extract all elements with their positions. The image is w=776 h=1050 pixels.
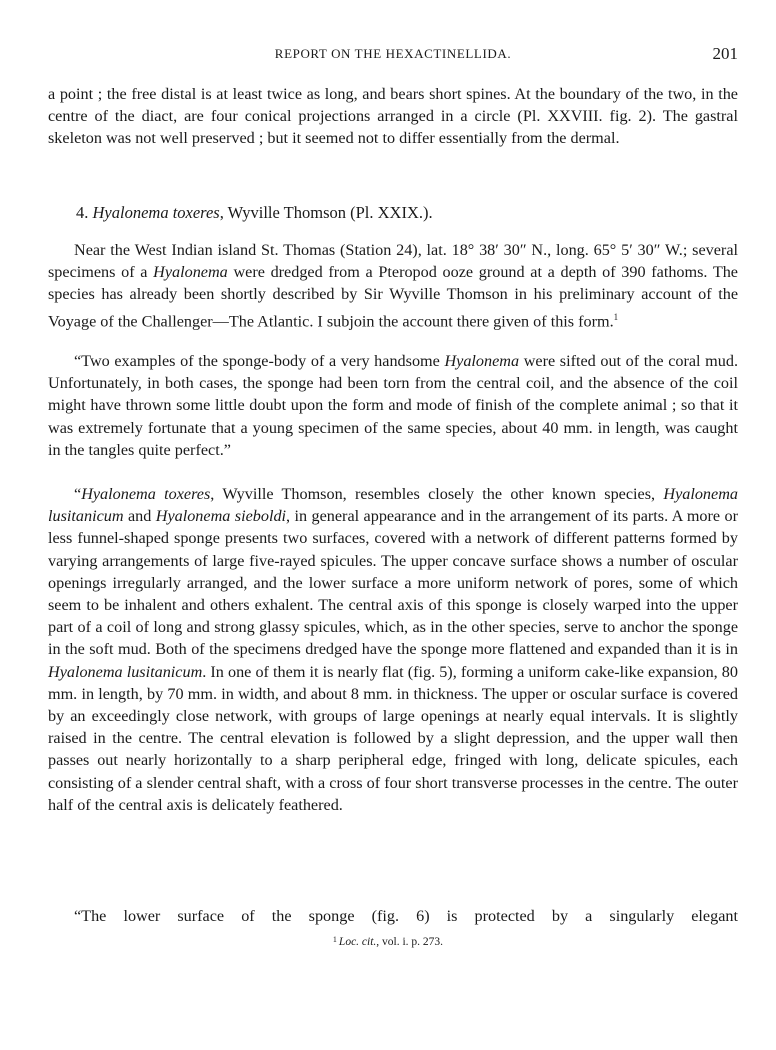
paragraph-text: a point ; the free distal is at least twice as long, and bears short spines. At the boundary of the two, in the centre of the diact, are four conical projections arranged in a circle (Pl. XXVIII. fig. 2). The gastral skeleton was not well preserved ; but it seemed not to differ essentially from the dermal. bbox=[48, 85, 738, 148]
text-span: were sifted out of the coral mud. Unfortunately, in both cases, the sponge had been torn from the central coil, and the absence of the coil might have thrown some little doubt upon the form and mode of finish of the complete animal ; so that it was extremely fortunate that a young specimen of the same species, about 40 mm. in length, was caught in the tangles quite perfect.” bbox=[48, 352, 738, 459]
species-name: Hyalonema toxeres bbox=[92, 203, 220, 222]
species-name: Hyalonema lusitanicum bbox=[48, 485, 738, 526]
footnote bbox=[0, 935, 776, 948]
species-authority: , Wyville Thomson (Pl. XXIX.). bbox=[219, 203, 433, 222]
footnote-text: , vol. i. p. 273. bbox=[376, 936, 444, 948]
paragraph-quote-1 bbox=[48, 350, 738, 461]
species-name: Hyalonema sieboldi bbox=[155, 507, 287, 526]
text-span: and bbox=[123, 507, 156, 526]
paragraph-locality bbox=[48, 239, 738, 332]
footnote-reference: 1 bbox=[613, 311, 619, 322]
paragraph-text bbox=[48, 483, 738, 816]
paragraph-quote-3 bbox=[48, 905, 738, 927]
text-span: , Wyville Thomson, resembles closely the other known species, bbox=[210, 485, 664, 503]
text-span: were dredged from a Pteropod ooze ground at a depth of 390 fathoms. The species has already been shortly described by Sir Wyville Thomson in his preliminary account of the Voyage of the Challenger—The Atlantic. I subjoin the account there given of this form. bbox=[48, 263, 738, 330]
page-header bbox=[48, 44, 738, 64]
text-span: “Two examples of the sponge-body of a very handsome bbox=[74, 352, 445, 370]
footnote-marker: 1 bbox=[332, 935, 337, 944]
section-heading bbox=[76, 203, 433, 223]
text-span: “ bbox=[74, 485, 82, 503]
genus-name: Hyalonema bbox=[153, 263, 228, 282]
text-span: . In one of them it is nearly flat (fig. 5), forming a uniform cake-like expansion, 80 mm. in length, by 70 mm. in width, and about 8 mm. in thickness. The upper or oscular surface is covered by an exceedingly close network, with groups of large openings at nearly equal intervals. It is slightly raised in the centre. The central elevation is followed by a slight depression, and the upper wall then passes out nearly horizontally to a sharp peripheral edge, fringed with long, delicate spicules, each consisting of a slender central shaft, with a cross of four short transverse processes in the centre. The outer half of the central axis is delicately feathered. bbox=[48, 662, 738, 814]
paragraph-quote-2 bbox=[48, 483, 738, 816]
paragraph-text bbox=[48, 239, 738, 332]
paragraph-text: “The lower surface of the sponge (fig. 6) is protected by a singularly elegant bbox=[74, 907, 738, 925]
section-number: 4. bbox=[76, 203, 89, 222]
species-name: Hyalonema lusitanicum bbox=[48, 662, 203, 681]
footnote-citation: Loc. cit. bbox=[338, 936, 377, 948]
page-number: 201 bbox=[712, 44, 738, 63]
species-name: Hyalonema toxeres bbox=[81, 485, 211, 503]
paragraph-text bbox=[48, 350, 738, 461]
paragraph-continuation bbox=[48, 83, 738, 150]
genus-name: Hyalonema bbox=[444, 352, 520, 370]
text-span: Near the West Indian island St. Thomas (Station 24), lat. 18° 38′ 30″ N., long. 65° 5′ 30″ W.; several specimens of a bbox=[48, 241, 738, 282]
running-title: REPORT ON THE HEXACTINELLIDA. bbox=[274, 46, 512, 61]
text-span: , in general appearance and in the arrangement of its parts. A more or less funnel-shaped sponge presents two surfaces, covered with a network of different patterns formed by varying arrangements of large five-rayed spicules. The upper concave surface shows a number of oscular openings irregularly arranged, and the lower surface a more uniform network of pores, some of which seem to be inhalent and others exhalent. The central axis of this sponge is closely warped into the upper part of a coil of long and strong glassy spicules, which, as in the other species, serve to anchor the sponge in the soft mud. Both of the specimens dredged have the sponge more flattened and expanded than it is in bbox=[48, 507, 738, 659]
